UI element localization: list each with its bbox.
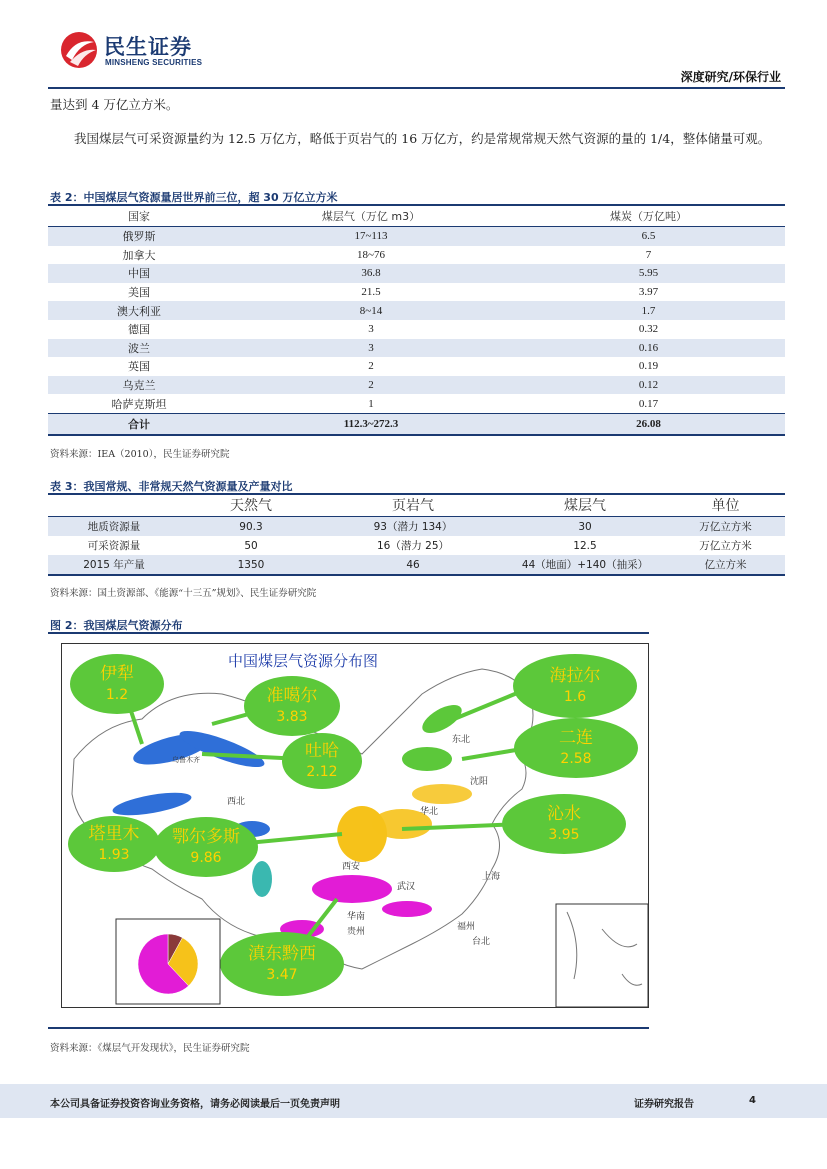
- place-label: 沈阳: [470, 777, 489, 787]
- table-row: [48, 227, 785, 246]
- bubble-name: 鄂尔多斯: [172, 827, 240, 847]
- table-cell: 英国: [128, 360, 150, 374]
- table-cell: 8~14: [230, 301, 512, 320]
- table-cell: 5.95: [512, 264, 785, 283]
- table3-source: 资料来源：国土资源部、《能源“十三五”规划》、民生证券研究院: [50, 588, 317, 599]
- table-row: [48, 536, 785, 555]
- place-label: 西北: [227, 797, 246, 807]
- table-cell: 18~76: [357, 248, 385, 261]
- table-cell: 中国: [48, 264, 230, 283]
- table-cell: 93（潜力 134）: [322, 517, 504, 537]
- column-header: 单位: [666, 494, 785, 517]
- table2-caption: 表 2：中国煤层气资源量居世界前三位，超 30 万亿立方米: [50, 191, 338, 204]
- footer-report-type: 证券研究报告: [634, 1099, 694, 1110]
- table-cell: 俄罗斯: [48, 227, 230, 246]
- table-cell: 可采资源量: [87, 540, 141, 552]
- place-label: 华南: [347, 912, 366, 922]
- table-cell: 0.12: [512, 376, 785, 395]
- table-cell: 1: [368, 397, 374, 410]
- bubble-junggar: [244, 676, 340, 736]
- table-header-row: [48, 205, 785, 227]
- bubble-dianqian: [220, 932, 344, 996]
- bubble-name: 伊犁: [100, 664, 134, 684]
- table-cell: 美国: [128, 286, 150, 300]
- table-row: [48, 376, 785, 395]
- table-cell: 地质资源量: [48, 517, 180, 537]
- table3-caption: 表 3：我国常规、非常规天然气资源量及产量对比: [50, 480, 293, 493]
- place-label: 西安: [342, 862, 361, 872]
- column-header: 煤层气: [504, 494, 666, 517]
- bubble-erlian: [514, 718, 638, 778]
- bubble-value: 1.93: [98, 847, 130, 863]
- bubble-value: 1.6: [563, 689, 587, 705]
- bubble-value: 3.95: [548, 827, 580, 843]
- figure2-caption: 图 2：我国煤层气资源分布: [50, 619, 183, 632]
- table-cell: 30: [504, 517, 666, 537]
- table-cell: 乌克兰: [48, 376, 230, 395]
- table-cell: 1350: [180, 555, 322, 575]
- bubble-ordos: [154, 817, 258, 877]
- table-row: [48, 517, 785, 537]
- bubble-name: 海拉尔: [549, 666, 601, 686]
- table-cell: 0.19: [638, 360, 659, 373]
- table-header-row: [48, 494, 785, 517]
- table-cell: 澳大利亚: [48, 301, 230, 320]
- table-row: [48, 246, 785, 265]
- bubble-tarim: [68, 816, 160, 872]
- place-label: 华北: [420, 807, 439, 817]
- column-header: 天然气: [180, 494, 322, 517]
- table-cell: 26.08: [512, 413, 785, 435]
- figure2-caption-rule: [48, 632, 649, 634]
- table-cell: 21.5: [361, 286, 381, 299]
- bubble-name: 吐哈: [305, 741, 339, 761]
- table-cell: 3.97: [638, 286, 659, 299]
- figure2-source: 资料来源：《煤层气开发现状》，民生证券研究院: [50, 1043, 250, 1054]
- table-cell: 1.7: [512, 301, 785, 320]
- column-header: 煤层气（万亿 m3）: [230, 205, 512, 227]
- table-cell: 90.3: [180, 517, 322, 537]
- bubble-hailar: [513, 654, 637, 718]
- table-cell: 0.16: [512, 339, 785, 358]
- table-cell: 亿立方米: [666, 555, 785, 575]
- table-cell: 50: [244, 539, 258, 552]
- bubble-name: 沁水: [547, 804, 581, 824]
- bubble-name: 准噶尔: [266, 686, 318, 706]
- footer-disclaimer: 本公司具备证券投资咨询业务资格，请务必阅读最后一页免责声明: [50, 1099, 340, 1110]
- bubble-name: 塔里木: [88, 824, 140, 844]
- table-cell: 波兰: [48, 339, 230, 358]
- place-label: 台北: [472, 937, 491, 947]
- column-header: 煤炭（万亿吨）: [512, 205, 785, 227]
- resource-pie: [138, 934, 198, 994]
- bubble-value: 2.12: [306, 764, 338, 780]
- table-cell: 加拿大: [122, 248, 156, 262]
- table-row: [48, 320, 785, 339]
- table-row: [48, 339, 785, 358]
- table-cell: 0.17: [638, 397, 659, 410]
- bubble-value: 2.58: [560, 751, 592, 767]
- table-cell: 46: [322, 555, 504, 575]
- table-cell: 3: [230, 339, 512, 358]
- table-row: [48, 357, 785, 376]
- table-cell: 2: [368, 360, 374, 373]
- bubble-name: 二连: [559, 728, 593, 748]
- table-cell: 16（潜力 25）: [376, 540, 450, 552]
- table-cell: 112.3~272.3: [230, 413, 512, 435]
- logo-subtext: MINSHENG SECURITIES: [105, 58, 203, 67]
- bubble-value: 1.2: [105, 687, 129, 703]
- table2-source: 资料来源：IEA（2010），民生证券研究院: [50, 449, 230, 460]
- bubble-value: 9.86: [190, 850, 222, 866]
- column-header: [48, 494, 180, 517]
- table-cell: 2015 年产量: [48, 555, 180, 575]
- coalbed-gas-map: [61, 643, 649, 1008]
- place-label: 武汉: [397, 882, 416, 892]
- header-divider: [48, 87, 785, 89]
- table-cell: 17~113: [230, 227, 512, 246]
- table-cell: 万亿立方米: [666, 517, 785, 537]
- table-cell: 6.5: [512, 227, 785, 246]
- table-total-row: [48, 413, 785, 435]
- column-header: 页岩气: [322, 494, 504, 517]
- map-title: 中国煤层气资源分布图: [228, 652, 379, 670]
- table-cell: 合计: [48, 413, 230, 435]
- section-title: 深度研究/环保行业: [680, 70, 781, 84]
- gas-comparison-table: [48, 494, 785, 576]
- place-label: 东北: [452, 735, 471, 745]
- map-graphic: [62, 644, 648, 1007]
- place-label: 福州: [457, 922, 476, 932]
- paragraph-1: 量达到 4 万亿立方米。: [50, 97, 179, 112]
- page-number: 4: [749, 1095, 756, 1106]
- place-label: 乌鲁木齐: [172, 756, 200, 764]
- table-cell: 7: [645, 248, 652, 261]
- bubble-yili: [70, 654, 164, 714]
- table-cell: 3: [368, 323, 374, 336]
- table-cell: 44（地面）+140（抽采）: [504, 555, 666, 575]
- table-row: [48, 394, 785, 413]
- table-cell: 36.8: [230, 264, 512, 283]
- bubble-name: 滇东黔西: [248, 944, 316, 964]
- bubble-connectors: [127, 689, 527, 944]
- coalbed-gas-table: [48, 205, 785, 436]
- table-row: [48, 301, 785, 320]
- table-cell: 德国: [128, 323, 150, 337]
- bubble-value: 3.47: [266, 967, 298, 983]
- place-label: 上海: [482, 872, 501, 882]
- bubble-value: 3.83: [276, 709, 308, 725]
- table-cell: 哈萨克斯坦: [111, 397, 167, 411]
- bubble-tuha: [282, 733, 362, 789]
- column-header: 国家: [48, 205, 230, 227]
- table-row: [48, 264, 785, 283]
- table-row: [48, 283, 785, 302]
- figure2-bottom-rule: [48, 1027, 649, 1029]
- bubble-qinshui: [502, 794, 626, 854]
- table-cell: 12.5: [573, 539, 597, 552]
- logo-text: 民生证券: [104, 35, 192, 59]
- paragraph-2: 我国煤层气可采资源量约为 12.5 万亿方，略低于页岩气的 16 万亿方，约是常规常规天然气资源的量的 1/4，整体储量可观。: [74, 131, 771, 146]
- table-row: [48, 555, 785, 575]
- table-cell: 0.32: [638, 323, 659, 336]
- place-label: 贵州: [347, 927, 366, 937]
- table-cell: 2: [230, 376, 512, 395]
- table-cell: 万亿立方米: [699, 540, 752, 552]
